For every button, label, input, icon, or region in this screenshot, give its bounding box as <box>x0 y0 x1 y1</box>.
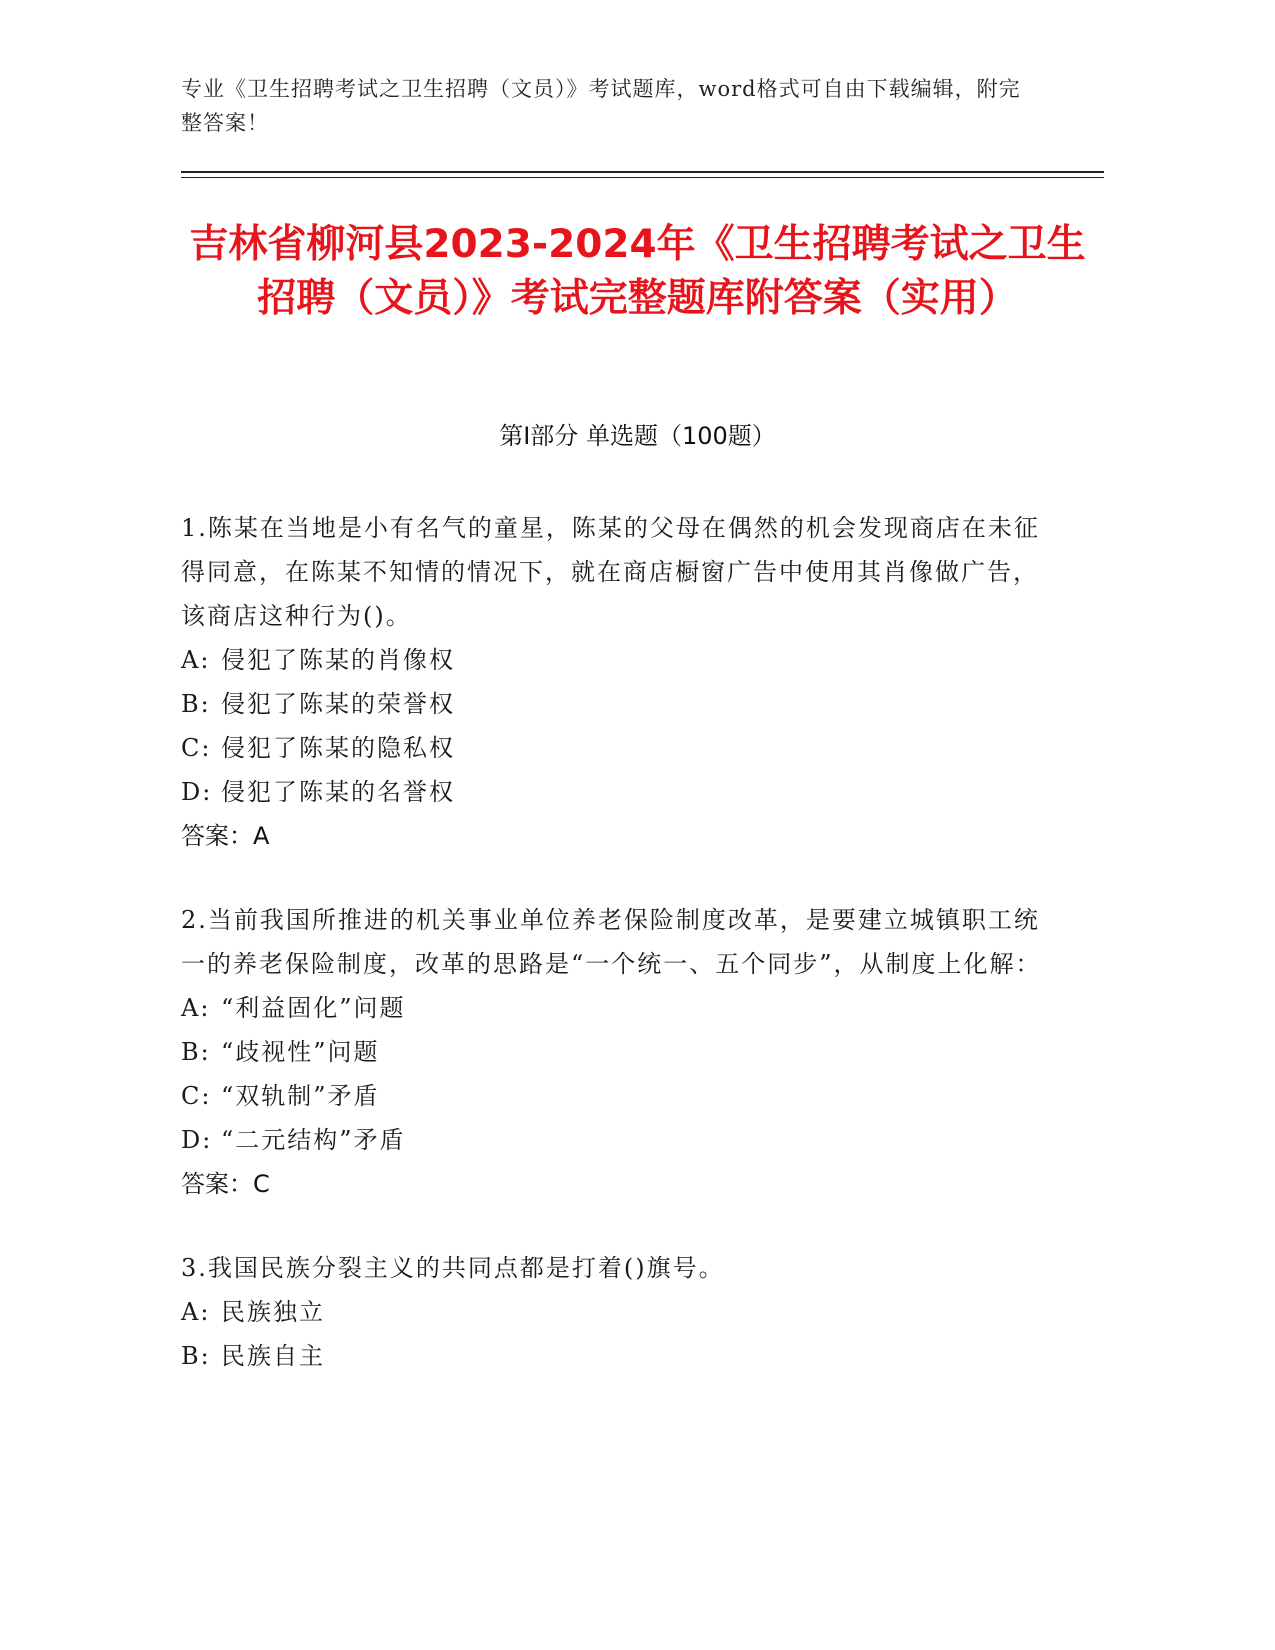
option-text: 侵犯了陈某的隐私权 <box>221 734 455 762</box>
option-a <box>181 986 1061 1030</box>
option-c <box>181 726 1061 770</box>
option-b <box>181 1030 1061 1074</box>
option-text: “双轨制”矛盾 <box>221 1082 380 1110</box>
option-d <box>181 1118 1061 1162</box>
document-title: 吉林省柳河县2023-2024年《卫生招聘考试之卫生招聘（文员）》考试完整题库附答案（实用） <box>189 222 1086 321</box>
option-letter: B: <box>181 1342 211 1370</box>
option-text: 民族独立 <box>221 1298 325 1326</box>
option-b <box>181 1334 1061 1378</box>
option-letter: A: <box>181 994 211 1022</box>
option-b <box>181 682 1061 726</box>
question-list <box>181 506 1061 1418</box>
question-stem: 1.陈某在当地是小有名气的童星，陈某的父母在偶然的机会发现商店在未征得同意，在陈某不知情的情况下，就在商店橱窗广告中使用其肖像做广告，该商店这种行为()。 <box>181 514 1040 630</box>
header-divider-thick <box>181 171 1104 173</box>
option-text: 侵犯了陈某的肖像权 <box>221 646 455 674</box>
header-note: 专业《卫生招聘考试之卫生招聘（文员）》考试题库，word格式可自由下载编辑，附完整答案！ <box>181 77 1021 135</box>
question-item <box>181 506 1061 858</box>
option-letter: A: <box>181 1298 211 1326</box>
answer-line: 答案：C <box>181 1170 270 1198</box>
option-c <box>181 1074 1061 1118</box>
option-text: 侵犯了陈某的名誉权 <box>221 778 455 806</box>
option-letter: D: <box>181 778 213 806</box>
option-text: “歧视性”问题 <box>221 1038 380 1066</box>
question-stem: 2.当前我国所推进的机关事业单位养老保险制度改革，是要建立城镇职工统一的养老保险制度，改革的思路是“一个统一、五个同步”，从制度上化解： <box>181 906 1042 978</box>
option-letter: C: <box>181 734 212 762</box>
option-a <box>181 638 1061 682</box>
option-letter: C: <box>181 1082 212 1110</box>
option-letter: D: <box>181 1126 213 1154</box>
option-letter: B: <box>181 690 211 718</box>
option-a <box>181 1290 1061 1334</box>
question-item <box>181 898 1061 1206</box>
header-divider-thin <box>181 177 1104 178</box>
option-text: 民族自主 <box>221 1342 325 1370</box>
answer-line: 答案：A <box>181 822 270 850</box>
option-letter: B: <box>181 1038 211 1066</box>
question-stem: 3.我国民族分裂主义的共同点都是打着()旗号。 <box>181 1254 725 1282</box>
question-item <box>181 1246 1061 1378</box>
section-title: 第Ⅰ部分 单选题（100题） <box>499 422 776 450</box>
option-text: 侵犯了陈某的荣誉权 <box>221 690 455 718</box>
option-letter: A: <box>181 646 211 674</box>
option-text: “二元结构”矛盾 <box>221 1126 406 1154</box>
option-text: “利益固化”问题 <box>221 994 406 1022</box>
option-d <box>181 770 1061 814</box>
